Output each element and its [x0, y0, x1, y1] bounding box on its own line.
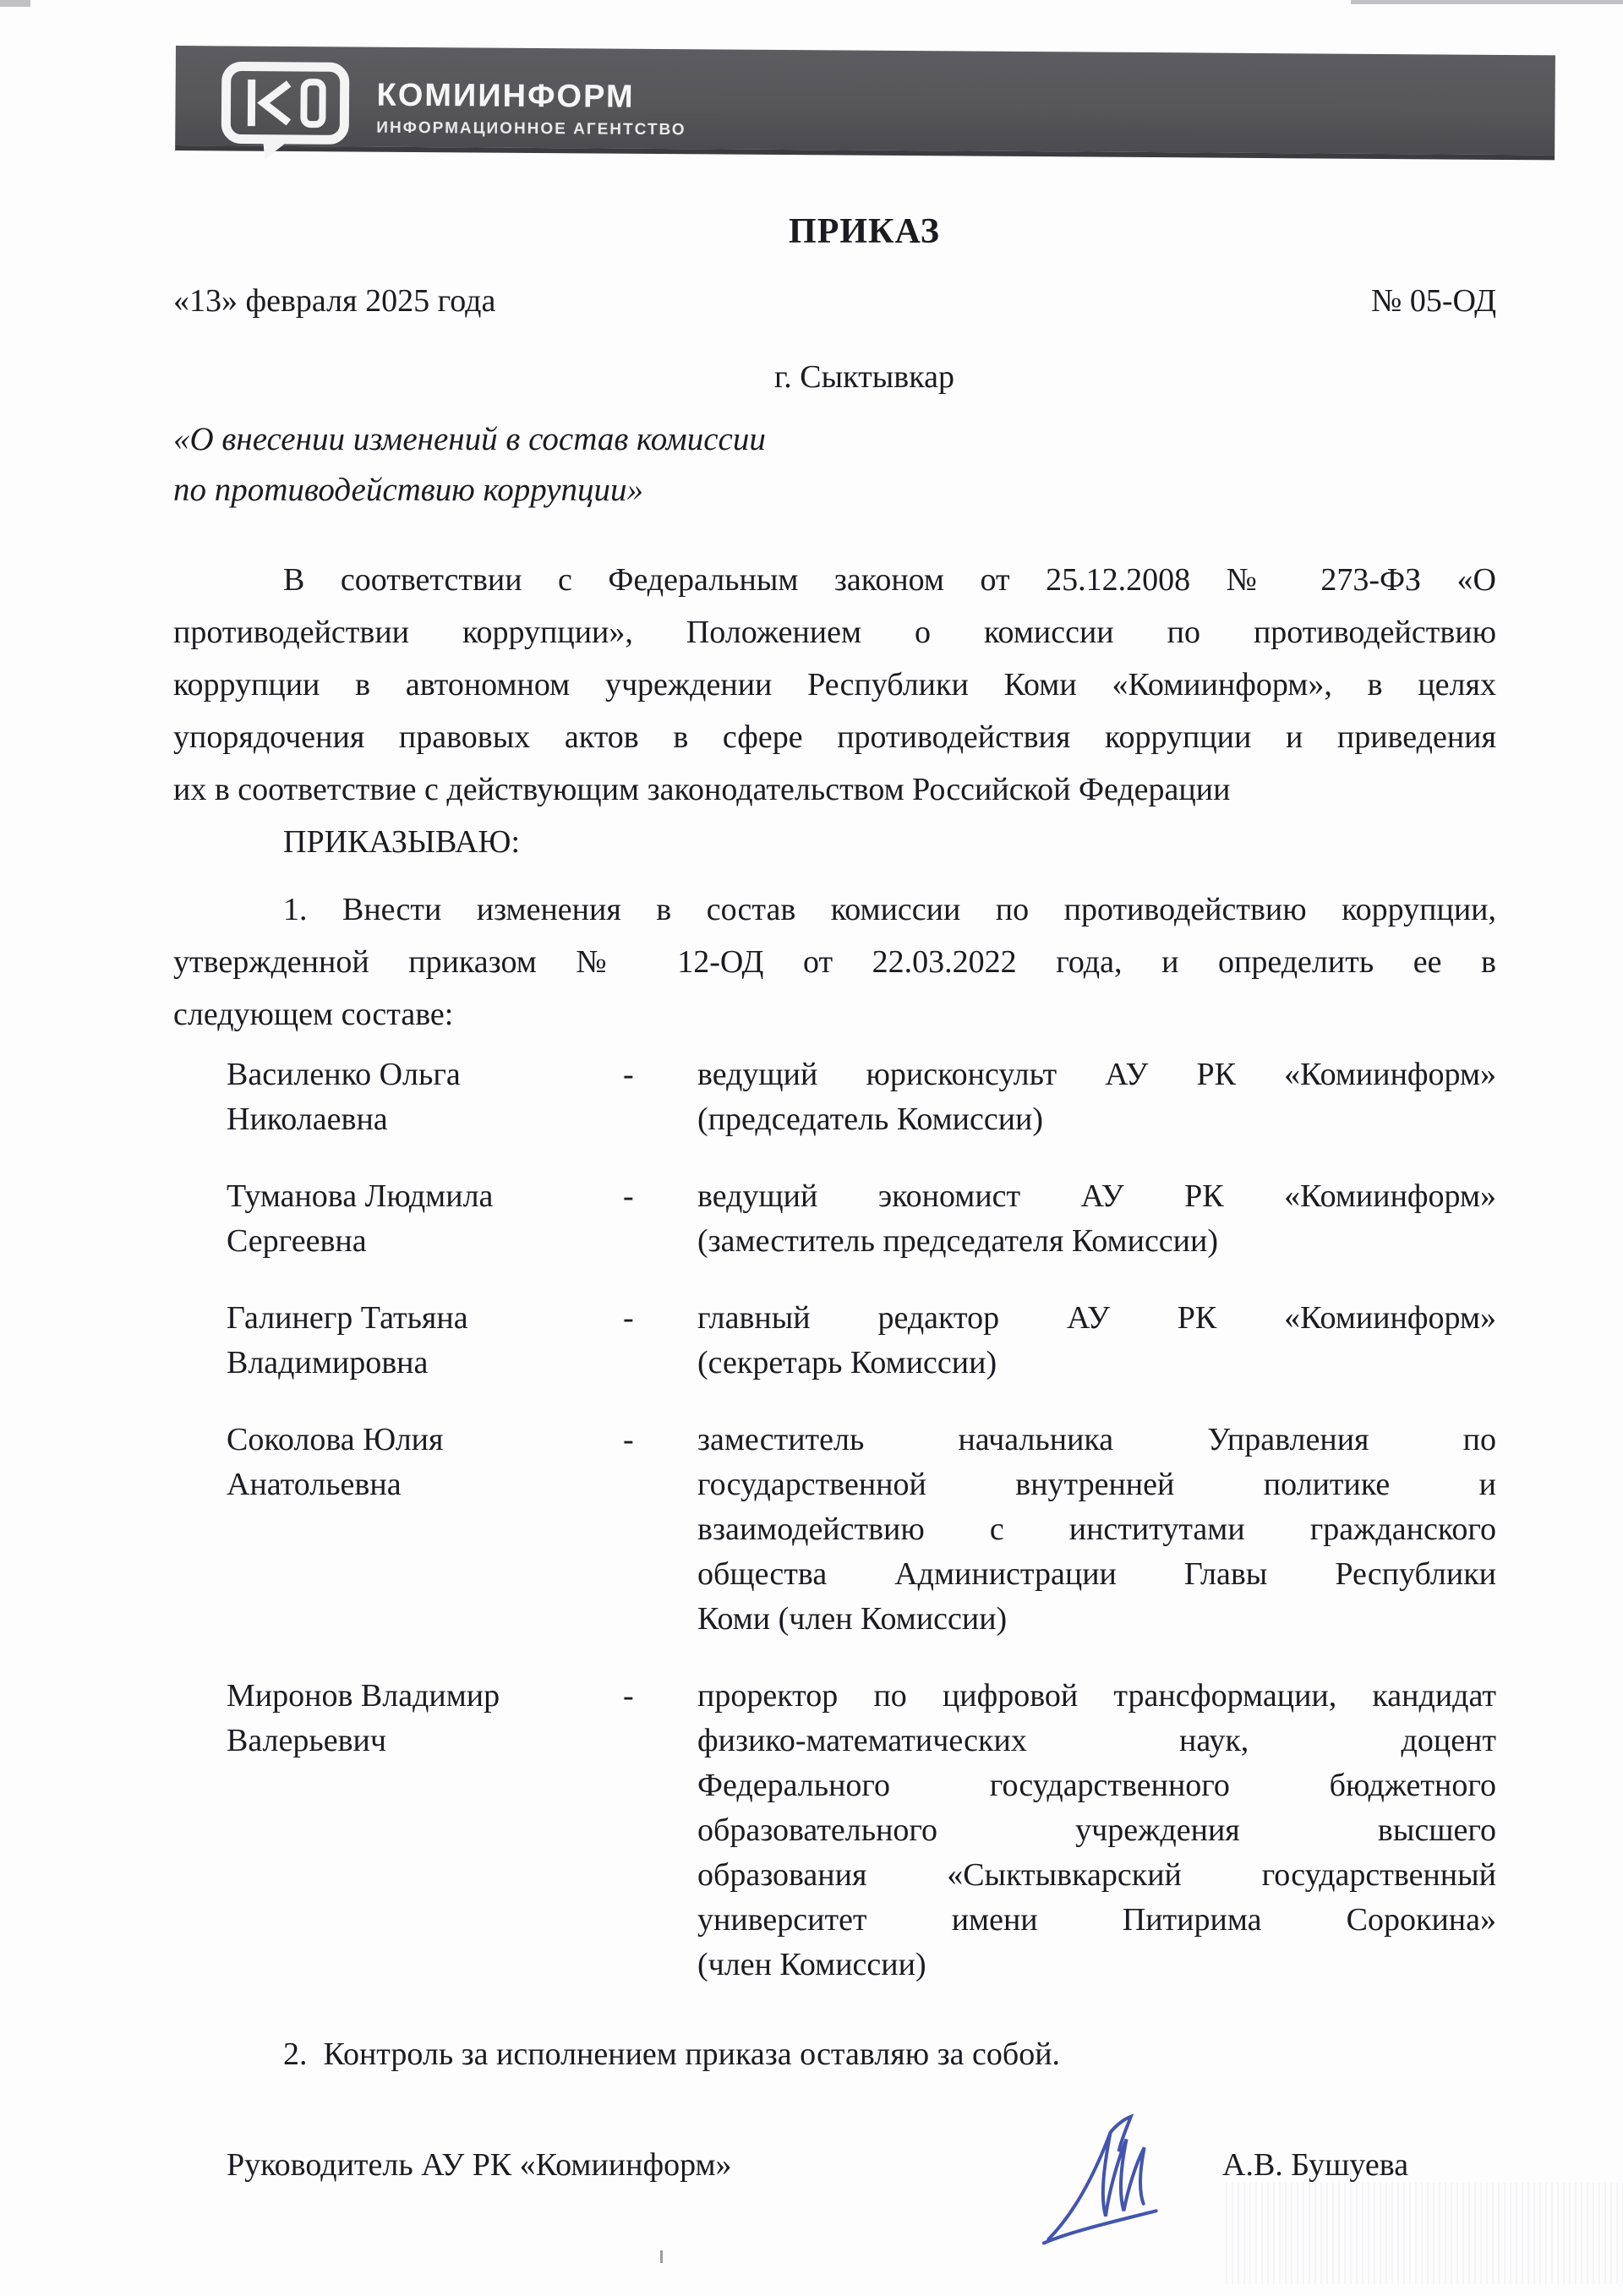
member-name-line: Николаевна — [227, 1102, 388, 1137]
member-name-line: Сергеевна — [227, 1223, 367, 1259]
member-name — [227, 1174, 604, 1264]
member-role-line: (секретарь Комиссии) — [697, 1345, 997, 1380]
member-role-line: государственной внутренней политике и — [697, 1467, 1496, 1502]
document-subject — [173, 414, 1188, 516]
item-1-line: следующем составе: — [173, 997, 454, 1032]
resolution-line: ПРИКАЗЫВАЮ: — [283, 824, 521, 860]
member-role-line: образовательного учреждения высшего — [697, 1812, 1496, 1848]
member-name — [227, 1296, 604, 1386]
member-role — [697, 1674, 1496, 1987]
item-1-line: утвержденной приказом № 12-ОД от 22.03.2022 года, и определить ее в — [173, 944, 1496, 980]
member-row — [227, 1296, 1496, 1386]
member-dash: - — [623, 1300, 634, 1336]
preamble-line: противодействии коррупции», Положением о комиссии по противодействию — [173, 615, 1496, 650]
member-name-line: Соколова Юлия — [227, 1422, 444, 1457]
item-1-paragraph — [173, 883, 1496, 1041]
document-number: № 05-ОД — [1371, 283, 1496, 319]
member-role-line: заместитель начальника Управления по — [697, 1422, 1496, 1457]
member-row — [227, 1674, 1496, 1987]
member-role — [697, 1418, 1496, 1642]
item-2-line: 2. Контроль за исполнением приказа оставляю за собой. — [283, 2036, 1061, 2072]
member-name-line: Валерьевич — [227, 1723, 386, 1758]
member-role-line: университет имени Питирима Сорокина» — [697, 1902, 1496, 1938]
brand-block — [376, 79, 686, 140]
member-role-line: Федерального государственного бюджетного — [697, 1768, 1496, 1803]
member-row — [227, 1052, 1496, 1142]
member-dash: - — [623, 1678, 634, 1714]
member-name-line: Владимировна — [227, 1345, 429, 1380]
member-role-line: (член Комиссии) — [697, 1947, 926, 1982]
komiinform-logo-icon — [219, 61, 353, 161]
member-name-line: Галинегр Татьяна — [227, 1300, 468, 1336]
preamble-line: упорядочения правовых актов в сфере противодействия коррупции и приведения — [173, 719, 1496, 755]
member-role-line: проректор по цифровой трансформации, кандидат — [697, 1678, 1496, 1714]
document-date: «13» февраля 2025 года — [173, 283, 496, 319]
member-role-line: (председатель Комиссии) — [697, 1102, 1044, 1137]
preamble-line: В соответствии с Федеральным законом от 25.12.2008 № 273-ФЗ «О — [283, 562, 1496, 598]
header-banner — [175, 46, 1555, 160]
member-role-line: главный редактор АУ РК «Комиинформ» — [697, 1300, 1496, 1336]
signer-name: А.В. Бушуева — [1222, 2147, 1409, 2183]
member-role — [697, 1052, 1496, 1142]
commission-members-list — [173, 1052, 1496, 1987]
scan-artifact — [1351, 0, 1623, 4]
subject-line: по противодействию коррупции» — [173, 472, 644, 508]
signature-row — [173, 2146, 1496, 2184]
scan-artifact — [660, 2250, 663, 2263]
member-name-line: Миронов Владимир — [227, 1678, 500, 1714]
member-name-line: Туманова Людмила — [227, 1178, 494, 1214]
member-role-line: взаимодействию с институтами гражданского — [697, 1512, 1496, 1547]
preamble-line: коррупции в автономном учреждении Республики Коми «Комиинформ», в целях — [173, 667, 1496, 702]
preamble-line: их в соответствие с действующим законодательством Российской Федерации — [173, 772, 1231, 807]
meta-row — [173, 282, 1496, 320]
member-name-line: Анатольевна — [227, 1467, 402, 1502]
member-dash: - — [623, 1422, 634, 1457]
scan-artifact — [0, 0, 30, 7]
handwritten-signature-icon — [1027, 2106, 1221, 2245]
preamble-paragraph — [173, 554, 1496, 816]
member-role-line: общества Администрации Главы Республики — [697, 1556, 1496, 1592]
member-name-line: Василенко Ольга — [227, 1057, 461, 1092]
member-role-line: ведущий юрисконсульт АУ РК «Комиинформ» — [697, 1057, 1496, 1092]
item-2-paragraph — [173, 2028, 1496, 2080]
member-role — [697, 1174, 1496, 1264]
member-name — [227, 1052, 604, 1142]
member-role-line: ведущий экономист АУ РК «Комиинформ» — [697, 1178, 1496, 1214]
member-role — [697, 1296, 1496, 1386]
member-role-line: образования «Сыктывкарский государственный — [697, 1857, 1496, 1893]
brand-tagline: ИНФОРМАЦИОННОЕ АГЕНТСТВО — [376, 118, 686, 139]
resolution-word — [173, 816, 1496, 868]
member-row — [227, 1418, 1496, 1642]
member-dash: - — [623, 1178, 634, 1214]
brand-name: КОМИИНФОРМ — [376, 77, 635, 115]
item-1-line: 1. Внести изменения в состав комиссии по противодействию коррупции, — [283, 892, 1496, 927]
signer-position: Руководитель АУ РК «Комиинформ» — [227, 2147, 732, 2183]
member-dash: - — [623, 1057, 634, 1092]
document-city: г. Сыктывкар — [774, 359, 954, 395]
document-title: ПРИКАЗ — [789, 212, 940, 251]
member-name — [227, 1674, 604, 1987]
member-role-line: (заместитель председателя Комиссии) — [697, 1223, 1218, 1259]
scan-artifact — [1226, 2183, 1623, 2284]
document-body — [173, 554, 1496, 2184]
member-name — [227, 1418, 604, 1642]
member-role-line: физико-математических наук, доцент — [697, 1723, 1496, 1758]
member-row — [227, 1174, 1496, 1264]
subject-line: «О внесении изменений в состав комиссии — [173, 421, 766, 457]
member-role-line: Коми (член Комиссии) — [697, 1601, 1008, 1637]
